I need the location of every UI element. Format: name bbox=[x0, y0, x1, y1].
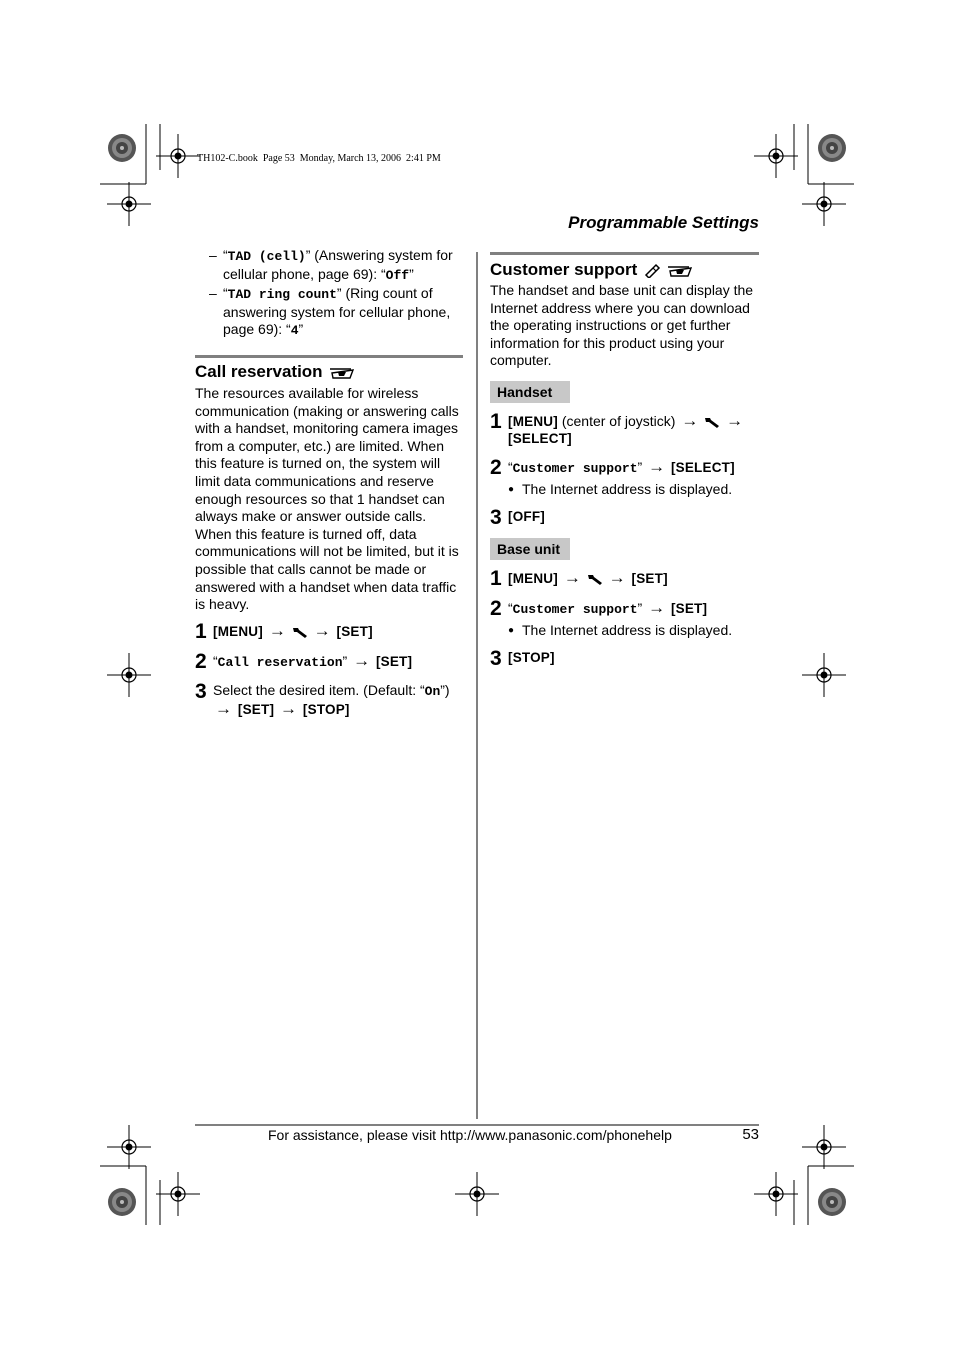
footer-assistance: For assistance, please visit http://www.panasonic.com/phonehelp bbox=[268, 1127, 672, 1143]
step-text: Select the desired item. (Default: “ bbox=[213, 681, 425, 698]
quote: “ bbox=[508, 599, 513, 616]
option-default: Off bbox=[385, 267, 410, 283]
bullet-text: The Internet address is displayed. bbox=[522, 621, 733, 638]
step-note: (center of joystick) bbox=[561, 412, 676, 429]
step-text-end: ”) bbox=[440, 681, 450, 698]
quote: ” bbox=[637, 599, 643, 616]
step-number: 2 bbox=[195, 649, 207, 673]
dash-item bbox=[195, 285, 463, 340]
step-number: 3 bbox=[195, 679, 207, 703]
registration-crosshair-icon bbox=[802, 182, 846, 226]
arrow-icon: → bbox=[648, 456, 666, 476]
base-unit-label: Base unit bbox=[490, 538, 570, 560]
arrow-icon: → bbox=[215, 698, 232, 718]
registration-crosshair-icon bbox=[156, 1172, 200, 1216]
option-code: TAD ring count bbox=[227, 287, 337, 303]
option-code: TAD (cell) bbox=[227, 249, 306, 264]
wrench-icon bbox=[704, 416, 720, 428]
section-title-text: Customer support bbox=[490, 260, 638, 279]
section-title-text: Call reservation bbox=[195, 361, 323, 381]
quote: ” bbox=[298, 321, 304, 338]
set-key: [SET] bbox=[336, 623, 373, 639]
base-step-3 bbox=[490, 646, 759, 670]
step-1 bbox=[195, 619, 463, 643]
color-target-icon bbox=[818, 134, 846, 162]
registration-crosshair-icon bbox=[107, 182, 151, 226]
quote: “ bbox=[213, 652, 218, 669]
arrow-icon: → bbox=[608, 567, 626, 587]
option-description: ” (Answering system for cellular phone, page 69): “ bbox=[223, 247, 453, 282]
base-unit-icon bbox=[667, 262, 693, 278]
option-description: ” (Ring count of answering system for cellular phone, page 69): “ bbox=[223, 285, 451, 338]
menu-key: [MENU] bbox=[508, 413, 558, 429]
menu-key: [MENU] bbox=[508, 570, 558, 586]
base-step-2 bbox=[490, 596, 759, 639]
bullet-icon: ● bbox=[508, 624, 515, 636]
arrow-icon: → bbox=[280, 698, 298, 718]
call-reservation-description: The resources available for wireless communication (making or answering calls with a handset, monitoring camera images from a computer, etc.) are limited. When this feature is turned on, the system will limit data communications and reserve enough resources so that 1 handset can always make or answer outside calls. When this feature is turned off, data communications will not be limited, but it is possible that calls cannot be made or answered with a handset when data traffic is heavy. bbox=[195, 384, 459, 613]
dash-symbol: – bbox=[209, 285, 217, 302]
arrow-icon: → bbox=[563, 567, 581, 587]
registration-crosshair-icon bbox=[754, 1172, 798, 1216]
customer-support-description: The handset and base unit can display the Internet address where you can download the operating instructions or get further information for this product using your computer. bbox=[490, 282, 754, 369]
step-number: 1 bbox=[195, 619, 207, 643]
step-number: 3 bbox=[490, 646, 502, 670]
page-number: 53 bbox=[742, 1126, 759, 1143]
page-header-title: Programmable Settings bbox=[568, 213, 759, 232]
arrow-icon: → bbox=[648, 597, 666, 617]
section-title-customer-support bbox=[490, 260, 759, 280]
set-key: [SET] bbox=[237, 701, 275, 717]
select-key: [SELECT] bbox=[670, 459, 735, 475]
quote: “ bbox=[223, 285, 228, 302]
set-key: [SET] bbox=[631, 570, 668, 586]
step-number: 1 bbox=[490, 566, 502, 590]
step-number: 3 bbox=[490, 505, 502, 529]
registration-crosshair-icon bbox=[107, 653, 151, 697]
menu-item-code: Customer support bbox=[512, 460, 638, 476]
quote: ” bbox=[342, 652, 348, 669]
wrench-icon bbox=[587, 573, 603, 585]
step-number: 2 bbox=[490, 455, 502, 479]
menu-key: [MENU] bbox=[213, 623, 263, 639]
menu-item-code: Customer support bbox=[512, 601, 638, 617]
base-step-1 bbox=[490, 566, 759, 590]
step-number: 1 bbox=[490, 409, 502, 433]
option-default: 4 bbox=[290, 323, 299, 339]
quote: “ bbox=[223, 247, 228, 263]
dash-item bbox=[195, 247, 463, 284]
color-target-icon bbox=[108, 134, 136, 162]
registration-crosshair-icon bbox=[802, 653, 846, 697]
arrow-icon: → bbox=[268, 620, 286, 640]
section-rule bbox=[195, 355, 463, 358]
handset-step-2 bbox=[490, 455, 759, 498]
default-value: On bbox=[424, 683, 441, 699]
bullet-note bbox=[508, 622, 759, 639]
arrow-icon: → bbox=[726, 410, 744, 430]
step-2 bbox=[195, 649, 463, 673]
handset-step-3 bbox=[490, 505, 759, 529]
color-target-icon bbox=[108, 1188, 136, 1216]
stop-key: [STOP] bbox=[508, 649, 555, 665]
quote: ” bbox=[637, 458, 643, 475]
set-key: [SET] bbox=[670, 600, 708, 616]
step-number: 2 bbox=[490, 596, 502, 620]
registration-crosshair-icon bbox=[156, 134, 200, 178]
stop-key: [STOP] bbox=[302, 701, 350, 717]
arrow-icon: → bbox=[681, 410, 699, 430]
arrow-icon: → bbox=[313, 620, 331, 640]
section-rule bbox=[490, 252, 759, 255]
section-title-call-reservation bbox=[195, 362, 463, 382]
set-key: [SET] bbox=[375, 653, 413, 669]
step-3 bbox=[195, 679, 463, 718]
registration-crosshair-icon bbox=[455, 1172, 499, 1216]
registration-crosshair-icon bbox=[802, 1125, 846, 1169]
quote: “ bbox=[508, 458, 513, 475]
handset-step-1 bbox=[490, 409, 759, 447]
arrow-icon: → bbox=[353, 650, 371, 670]
select-key: [SELECT] bbox=[508, 430, 572, 446]
registration-crosshair-icon bbox=[107, 1125, 151, 1169]
wrench-icon bbox=[292, 626, 308, 638]
handset-label: Handset bbox=[490, 381, 570, 403]
menu-item-code: Call reservation bbox=[217, 654, 343, 670]
right-column bbox=[490, 252, 759, 668]
bullet-text: The Internet address is displayed. bbox=[522, 480, 733, 497]
handset-icon bbox=[643, 262, 661, 278]
registration-crosshair-icon bbox=[754, 134, 798, 178]
bullet-icon: ● bbox=[508, 483, 515, 495]
base-unit-icon bbox=[329, 364, 355, 380]
print-mark: TH102-C.book Page 53 Monday, March 13, 2006 2:41 PM bbox=[197, 153, 441, 164]
left-column bbox=[195, 247, 463, 718]
off-key: [OFF] bbox=[508, 508, 545, 524]
color-target-icon bbox=[818, 1188, 846, 1216]
quote: ” bbox=[409, 265, 414, 282]
bullet-note bbox=[508, 481, 759, 498]
dash-symbol: – bbox=[209, 247, 217, 263]
